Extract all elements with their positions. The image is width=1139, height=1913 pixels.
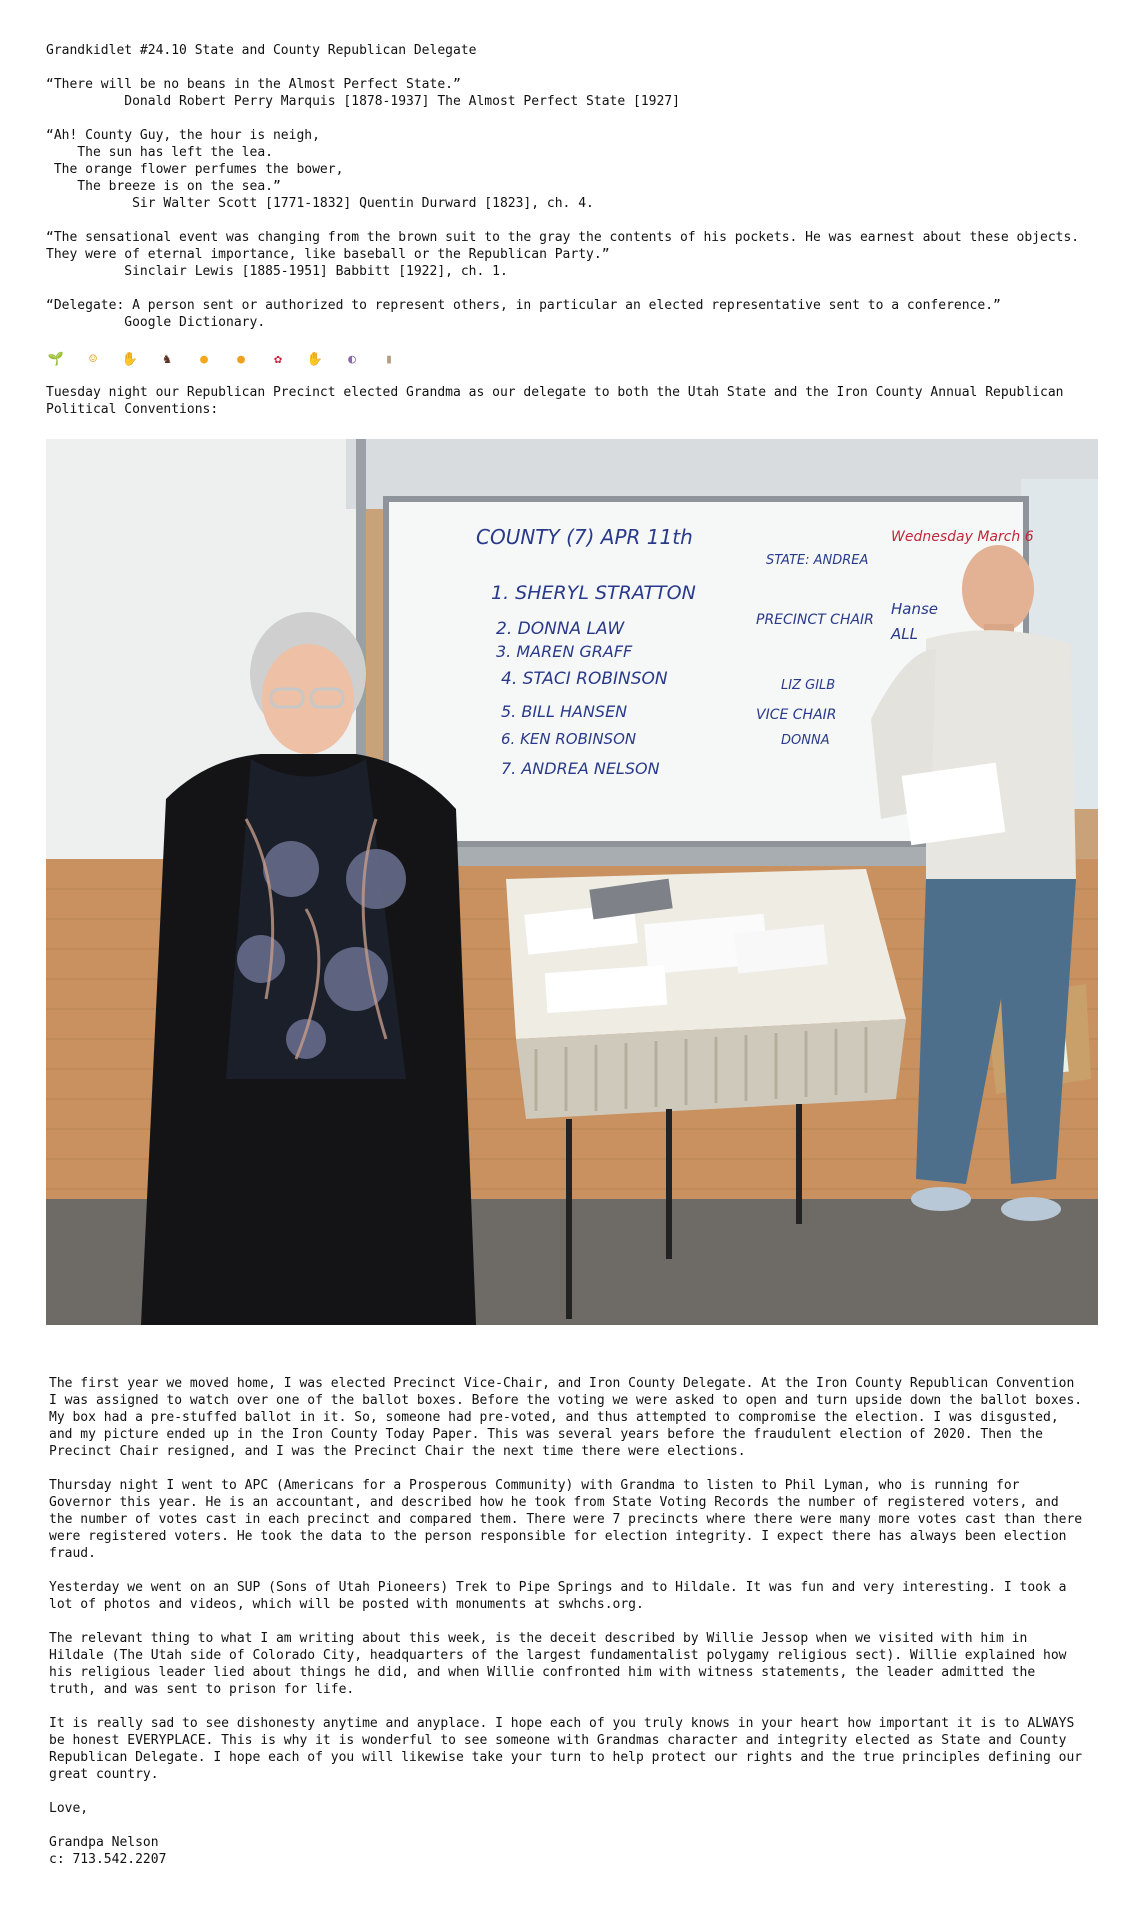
phone-number: c: 713.542.2207 — [49, 1852, 167, 1867]
shell-icon: ◐ — [348, 351, 356, 367]
board-name-6: 6. KEN ROBINSON — [501, 730, 637, 748]
board-right-4: VICE CHAIR — [756, 707, 837, 723]
bean-sprout-icon: 🌱 — [47, 351, 65, 367]
quote-3-text: “The sensational event was changing from the brown suit to the gray the contents of his pockets. He was earnest about these objects. They were of eternal importance, like baseball or the Republican Party.” — [46, 230, 1080, 262]
quote-4-text: “Delegate: A person sent or authorized to represent others, in particular an elected representative sent to a conference.” — [46, 298, 1001, 313]
paragraph-3: Yesterday we went on an SUP (Sons of Utah Pioneers) Trek to Pipe Springs and to Hildale. It was fun and very interesting. I took a lot of photos and videos, which will be posted with monuments at swhchs.org. — [49, 1580, 1067, 1612]
emoji-row — [46, 349, 416, 369]
board-name-1: 1. SHERYL STRATTON — [491, 582, 696, 604]
paragraph-1: The first year we moved home, I was elected Precinct Vice-Chair, and Iron County Delegate. At the Iron County Republican Convention I was assigned to watch over one of the ballot boxes. Before the voting we were asked to open and turn upside down the ballot boxes. My box had a pre-stuffed ballot in it. So, someone had pre-voted, and thus attempted to compromise the election. I was disgusted, and my picture ended up in the Iron County Today Paper. This was several years before the fraudulent election of 2020. Then the Precinct Chair resigned, and I was the Precinct Chair the next time there were elections. — [49, 1376, 1083, 1459]
signature: Grandpa Nelson — [49, 1835, 159, 1850]
board-name-7: 7. ANDREA NELSON — [501, 759, 660, 778]
board-right-3: LIZ GILB — [781, 678, 836, 693]
thumbs-up-icon: ✋ — [121, 351, 139, 367]
board-right-name-1: Hanse — [891, 600, 939, 618]
board-date: Wednesday March 6 — [891, 529, 1034, 545]
paragraph-4: The relevant thing to what I am writing about this week, is the deceit described by Willie Jessop when we visited with him in Hildale (The Utah side of Colorado City, headquarters of the largest fundamentalist polygamy religious sect). Willie explained how his religious leader lied about things he did, and when Willie confronted him with witness statements, the leader admitted the truth, and was sent to prison for life. — [49, 1631, 1067, 1697]
board-right-name-2: ALL — [891, 625, 918, 643]
board-name-4: 4. STACI ROBINSON — [501, 669, 668, 689]
board-right-5: DONNA — [781, 733, 830, 748]
laughing-face-icon: ☺ — [89, 351, 97, 367]
quote-3-attribution: Sinclair Lewis [1885-1951] Babbitt [1922], ch. 1. — [46, 264, 508, 279]
horse-icon: ♞ — [163, 351, 171, 367]
quote-1-text: “There will be no beans in the Almost Perfect State.” — [46, 77, 461, 92]
rose-icon: ✿ — [274, 351, 282, 367]
tangerine-icon: ● — [237, 351, 245, 367]
paragraph-5: It is really sad to see dishonesty anytime and anyplace. I hope each of you truly knows in your heart how important it is to ALWAYS be honest EVERYPLACE. This is why it is wonderful to see someone with Grandmas character and integrity elected as State and County Republican Delegate. I hope each of you will likewise take your turn to help protect our rights and the true principles defining our great country. — [49, 1716, 1083, 1782]
orange-icon: ● — [200, 351, 208, 367]
board-name-5: 5. BILL HANSEN — [501, 702, 628, 721]
board-right-1: STATE: ANDREA — [766, 553, 869, 568]
quote-2-text: “Ah! County Guy, the hour is neigh, The sun has left the lea. The orange flower perfumes the bower, The breeze is on the sea.” — [46, 128, 344, 194]
post-title: Grandkidlet #24.10 State and County Republican Delegate — [46, 43, 477, 58]
closing: Love, — [49, 1801, 89, 1816]
board-name-3: 3. MAREN GRAFF — [496, 642, 633, 661]
meeting-photo — [46, 439, 1098, 1325]
intro-paragraph: Tuesday night our Republican Precinct elected Grandma as our delegate to both the Utah State and the Iron County Annual Republican Political Conventions: — [46, 385, 1064, 417]
board-heading: COUNTY (7) APR 11th — [476, 525, 693, 549]
board-name-2: 2. DONNA LAW — [496, 619, 625, 639]
quote-4-attribution: Google Dictionary. — [46, 315, 266, 330]
raised-hand-icon: ✋ — [306, 351, 324, 367]
board-right-2: PRECINCT CHAIR — [756, 612, 874, 628]
quote-2-attribution: Sir Walter Scott [1771-1832] Quentin Durward [1823], ch. 4. — [46, 196, 594, 211]
quote-1-attribution: Donald Robert Perry Marquis [1878-1937] The Almost Perfect State [1927] — [46, 94, 680, 109]
paragraph-2: Thursday night I went to APC (Americans for a Prosperous Community) with Grandma to listen to Phil Lyman, who is running for Governor this year. He is an accountant, and described how he took from State Voting Records the number of registered voters, and the number of votes cast in each precinct and compared them. There were 7 precincts where there were many more votes cast than there were registered voters. He took the data to the person responsible for election integrity. I expect there has always been election fraud. — [49, 1478, 1083, 1561]
candle-icon: ▮ — [385, 351, 393, 367]
